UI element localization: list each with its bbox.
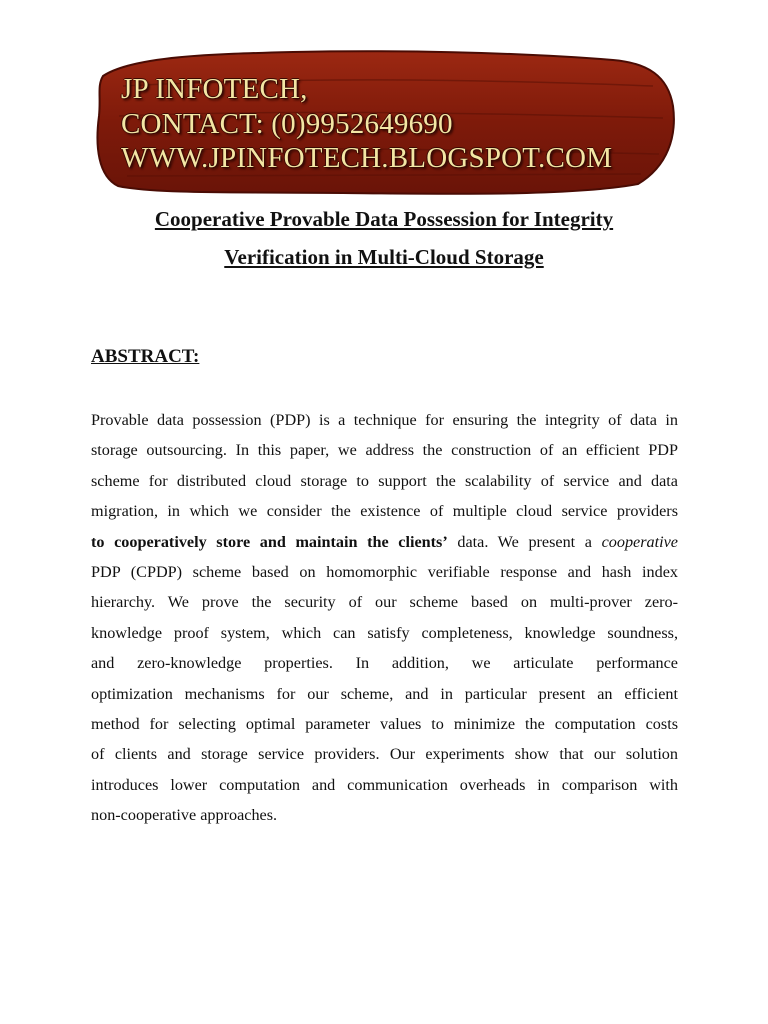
section-heading-abstract: ABSTRACT: — [91, 346, 200, 367]
abstract-line: method for selecting optimal parameter values to minimize the computation costs — [91, 715, 678, 734]
abstract-line: storage outsourcing. In this paper, we address the construction of an efficient PDP — [91, 441, 678, 460]
abstract-line: Provable data possession (PDP) is a technique for ensuring the integrity of data in — [91, 411, 678, 429]
abstract-bold-phrase: to cooperatively store and maintain the clients’ — [91, 532, 448, 551]
abstract-line: knowledge proof system, which can satisfy completeness, knowledge soundness, — [91, 623, 678, 642]
banner-company-line: JP INFOTECH, — [121, 73, 308, 105]
abstract-line: scheme for distributed cloud storage to support the scalability of service and data — [91, 471, 678, 490]
logo-banner — [93, 46, 679, 198]
banner-contact-line: CONTACT: (0)9952649690 — [121, 107, 453, 140]
abstract-line: migration, in which we consider the existence of multiple cloud service providers — [91, 502, 678, 521]
abstract-line: non-cooperative approaches. — [91, 806, 278, 825]
banner-text — [121, 72, 681, 176]
abstract-plain-phrase: data. We present a — [447, 532, 602, 551]
abstract-italic-word: cooperative — [601, 532, 678, 551]
banner-website-line: WWW.JPINFOTECH.BLOGSPOT.COM — [121, 142, 613, 174]
abstract-line-mixed — [91, 527, 678, 557]
abstract-line: introduces lower computation and communication overheads in comparison with — [91, 775, 678, 794]
abstract-line: of clients and storage service providers. Our experiments show that our solution — [91, 745, 678, 764]
abstract-body — [91, 405, 678, 831]
abstract-line: and zero-knowledge properties. In addition, we articulate performance — [91, 654, 678, 673]
document-title-line-1: Cooperative Provable Data Possession for Integrity — [154, 207, 614, 231]
abstract-line: hierarchy. We prove the security of our scheme based on multi-prover zero- — [91, 593, 678, 612]
abstract-line: PDP (CPDP) scheme based on homomorphic verifiable response and hash index — [91, 563, 678, 582]
document-title-line-2: Verification in Multi-Cloud Storage — [224, 245, 544, 269]
abstract-line: optimization mechanisms for our scheme, and in particular present an efficient — [91, 684, 678, 703]
